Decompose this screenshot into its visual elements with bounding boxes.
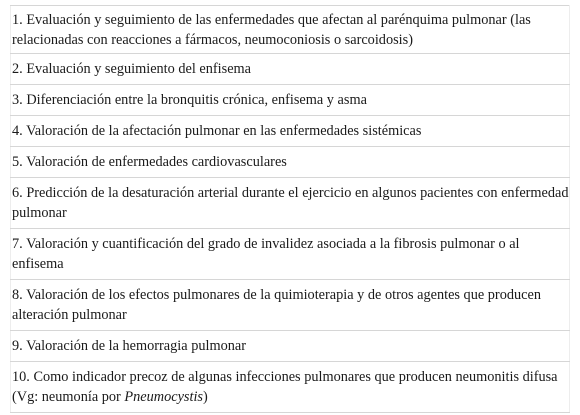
indication-cell [11, 116, 570, 147]
table-row [11, 178, 570, 229]
indication-number: 7. [12, 236, 23, 252]
indication-cell [11, 229, 570, 280]
indication-text: Como indicador precoz de algunas infecciones pulmonares que producen neumonitis difusa (Vg: neumonía por [12, 369, 558, 405]
table-row [11, 280, 570, 331]
table-row [11, 362, 570, 413]
indication-cell [11, 54, 570, 85]
indication-number: 10. [12, 369, 30, 385]
table-row [11, 54, 570, 85]
indication-number: 1. [12, 12, 23, 28]
indication-number: 3. [12, 92, 23, 108]
indication-number: 2. [12, 61, 23, 77]
indication-cell [11, 331, 570, 362]
indication-number: 8. [12, 287, 23, 303]
table-row [11, 147, 570, 178]
indication-text: Evaluación y seguimiento del enfisema [26, 61, 252, 77]
indication-number: 4. [12, 123, 23, 139]
table-row [11, 6, 570, 54]
indication-text: Valoración de enfermedades cardiovasculares [26, 154, 287, 170]
indication-cell [11, 147, 570, 178]
indications-table [10, 5, 570, 413]
indication-text: Valoración y cuantificación del grado de invalidez asociada a la fibrosis pulmonar o al enfisema [12, 236, 520, 272]
indication-cell [11, 362, 570, 413]
table-row [11, 331, 570, 362]
indication-cell [11, 6, 570, 54]
indication-text: Diferenciación entre la bronquitis crónica, enfisema y asma [26, 92, 367, 108]
indication-cell [11, 280, 570, 331]
indication-cell [11, 178, 570, 229]
table-row [11, 85, 570, 116]
indication-suffix: ) [203, 389, 208, 405]
indication-text: Valoración de la afectación pulmonar en las enfermedades sistémicas [26, 123, 422, 139]
indication-text: Valoración de la hemorragia pulmonar [26, 338, 246, 354]
indication-cell [11, 85, 570, 116]
table-row [11, 229, 570, 280]
indication-italic-term: Pneumocystis [124, 389, 203, 405]
indication-text: Valoración de los efectos pulmonares de la quimioterapia y de otros agentes que producen alteración pulmonar [12, 287, 541, 323]
indication-number: 6. [12, 185, 23, 201]
indication-number: 9. [12, 338, 23, 354]
table-row [11, 116, 570, 147]
indication-text: Evaluación y seguimiento de las enfermedades que afectan al parénquima pulmonar (las relacionadas con reacciones a fármacos, neumoconiosis o sarcoidosis) [12, 12, 531, 48]
indication-number: 5. [12, 154, 23, 170]
indication-text: Predicción de la desaturación arterial durante el ejercicio en algunos pacientes con enfermedad pulmonar [12, 185, 569, 221]
